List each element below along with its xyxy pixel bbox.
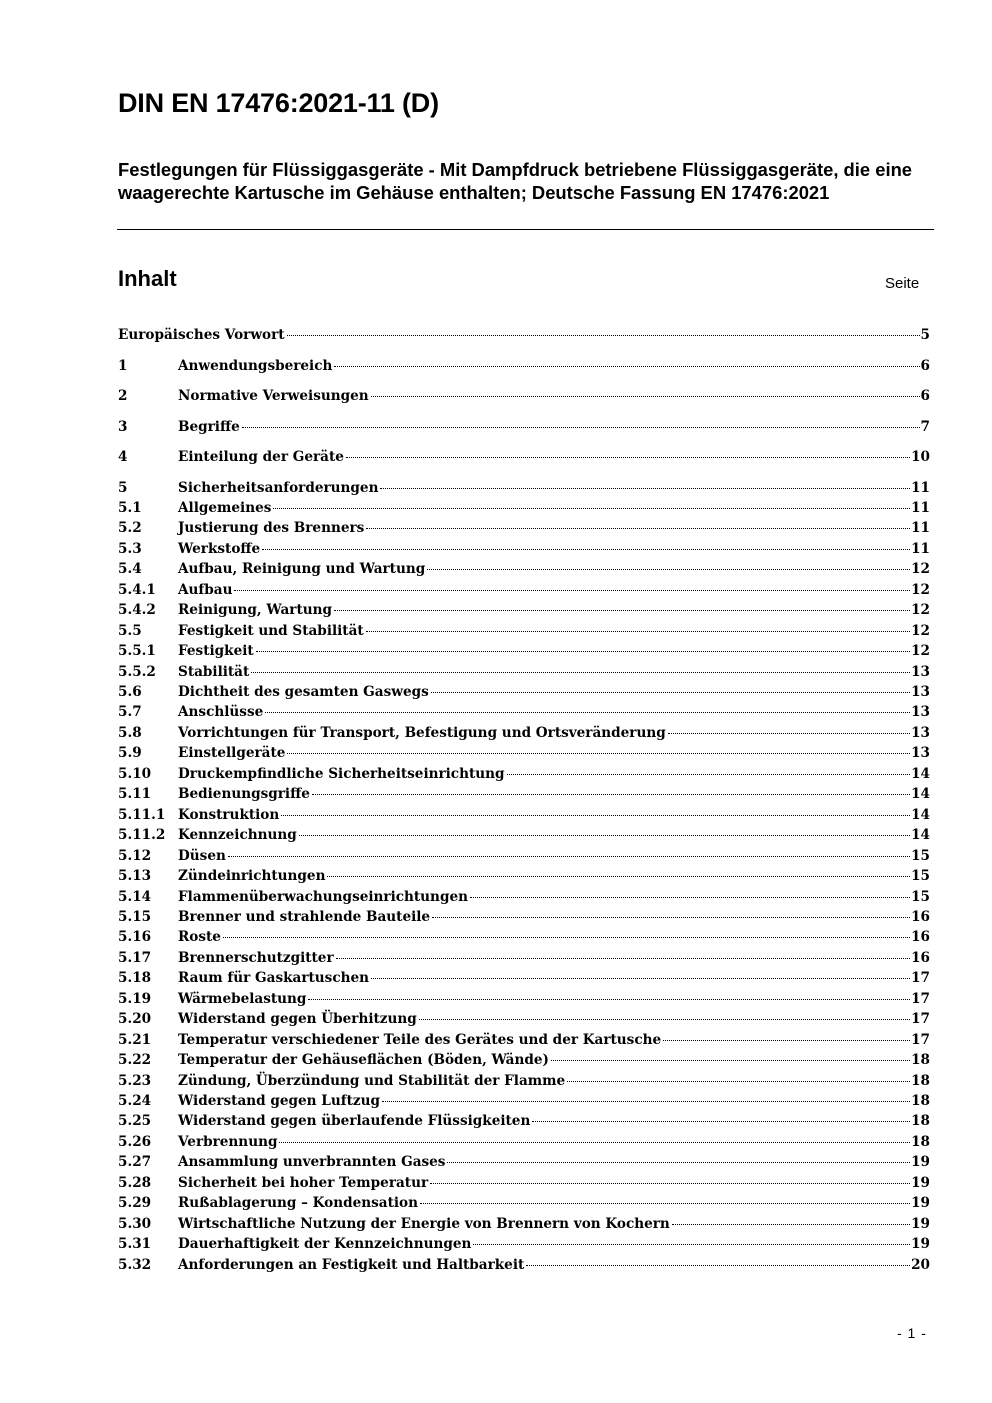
toc-entry-page: 20	[911, 1257, 930, 1273]
toc-entry-page: 13	[911, 684, 930, 700]
toc-entry-title: Dauerhaftigkeit der Kennzeichnungen	[178, 1236, 472, 1252]
toc-entry[interactable]	[118, 743, 930, 763]
toc-entry-page: 16	[911, 929, 930, 945]
toc-entry[interactable]	[118, 1030, 930, 1050]
toc-entry[interactable]	[118, 784, 930, 804]
toc-entry[interactable]	[118, 600, 930, 620]
toc-entry-title: Allgemeines	[178, 500, 272, 516]
toc-entry-title: Widerstand gegen Luftzug	[178, 1093, 380, 1109]
toc-entry-title: Justierung des Brenners	[178, 520, 365, 536]
toc-dot-leader	[251, 672, 910, 673]
toc-entry-title: Wirtschaftliche Nutzung der Energie von Brennern von Kochern	[178, 1216, 670, 1232]
toc-entry[interactable]	[118, 846, 930, 866]
toc-entry[interactable]	[118, 1255, 930, 1275]
toc-entry[interactable]	[118, 825, 930, 845]
toc-entry[interactable]	[118, 702, 930, 722]
toc-dot-leader	[371, 978, 910, 979]
toc-entry-number: 5.11	[118, 786, 152, 802]
toc-entry-number: 5.6	[118, 684, 142, 700]
toc-entry-title: Ansammlung unverbrannten Gases	[178, 1154, 446, 1170]
toc-entry-page: 19	[911, 1175, 930, 1191]
toc-dot-leader	[312, 794, 910, 795]
toc-dot-leader	[273, 508, 910, 509]
page-number: - 1 -	[897, 1325, 927, 1341]
toc-entry-number: 5.10	[118, 766, 152, 782]
toc-entry-page: 19	[911, 1154, 930, 1170]
toc-dot-leader	[663, 1040, 910, 1041]
toc-dot-leader	[470, 897, 910, 898]
title-divider	[117, 229, 934, 230]
toc-entry-page: 18	[911, 1134, 930, 1150]
toc-entry-number: 5.11.1	[118, 807, 166, 823]
toc-entry-number: 5.5	[118, 623, 142, 639]
toc-entry-number: 5.18	[118, 970, 152, 986]
toc-dot-leader	[432, 917, 910, 918]
toc-entry-title: Aufbau	[178, 582, 233, 598]
document-id: DIN EN 17476:2021-11 (D)	[118, 88, 439, 118]
toc-entry-page: 11	[911, 500, 930, 516]
toc-entry[interactable]	[118, 1214, 930, 1234]
toc-entry-page: 19	[911, 1195, 930, 1211]
toc-dot-leader	[366, 528, 910, 529]
toc-entry-number: 5.14	[118, 889, 152, 905]
toc-entry-title: Brenner und strahlende Bauteile	[178, 909, 431, 925]
toc-entry-title: Sicherheit bei hoher Temperatur	[178, 1175, 429, 1191]
toc-entry-title: Dichtheit des gesamten Gaswegs	[178, 684, 429, 700]
toc-dot-leader	[299, 835, 910, 836]
toc-entry-page: 19	[911, 1236, 930, 1252]
toc-entry-title: Reinigung, Wartung	[178, 602, 333, 618]
toc-entry-page: 14	[911, 766, 930, 782]
toc-entry-number: 5.9	[118, 745, 142, 761]
toc-entry-title: Zündeinrichtungen	[178, 868, 326, 884]
toc-entry-page: 15	[911, 868, 930, 884]
toc-entry[interactable]	[118, 1071, 930, 1091]
toc-dot-leader	[668, 733, 910, 734]
toc-dot-leader	[346, 457, 910, 458]
toc-entry-page: 5	[920, 327, 930, 343]
toc-entry[interactable]	[118, 948, 930, 968]
toc-dot-leader	[265, 712, 910, 713]
toc-dot-leader	[672, 1224, 910, 1225]
toc-entry-page: 13	[911, 725, 930, 741]
toc-entry[interactable]	[118, 989, 930, 1009]
toc-entry-title: Anschlüsse	[178, 704, 264, 720]
toc-entry-number: 5.5.1	[118, 643, 156, 659]
toc-entry[interactable]	[118, 417, 930, 437]
toc-entry-number: 4	[118, 449, 128, 465]
toc-entry[interactable]	[118, 682, 930, 702]
toc-entry-page: 18	[911, 1052, 930, 1068]
toc-entry[interactable]	[118, 498, 930, 518]
toc-entry-page: 6	[920, 358, 930, 374]
toc-dot-leader	[287, 753, 910, 754]
toc-dot-leader	[419, 1019, 910, 1020]
toc-entry[interactable]	[118, 1009, 930, 1029]
toc-entry[interactable]	[118, 1193, 930, 1213]
toc-entry-title: Begriffe	[178, 419, 240, 435]
toc-entry[interactable]	[118, 764, 930, 784]
toc-entry-page: 17	[911, 970, 930, 986]
toc-entry[interactable]	[118, 1132, 930, 1152]
toc-entry-title: Druckempfindliche Sicherheitseinrichtung	[178, 766, 505, 782]
toc-entry-page: 10	[911, 449, 930, 465]
toc-entry-number: 5.21	[118, 1032, 152, 1048]
toc-entry-page: 13	[911, 704, 930, 720]
document-title: Festlegungen für Flüssiggasgeräte - Mit Dampfdruck betriebene Flüssiggasgeräte, die eine waagerechte Kartusche im Gehäuse enthalten; Deutsche Fassung EN 17476:2021	[118, 159, 913, 203]
toc-entry-number: 5.15	[118, 909, 152, 925]
toc-entry-title: Anwendungsbereich	[178, 358, 333, 374]
toc-entry-page: 15	[911, 889, 930, 905]
toc-entry-number: 5.24	[118, 1093, 152, 1109]
toc-dot-leader	[287, 335, 920, 336]
toc-entry-page: 12	[911, 643, 930, 659]
toc-entry-page: 11	[911, 480, 930, 496]
toc-entry[interactable]	[118, 559, 930, 579]
toc-entry-number: 5.27	[118, 1154, 152, 1170]
toc-entry-title: Wärmebelastung	[178, 991, 307, 1007]
toc-entry-page: 12	[911, 602, 930, 618]
toc-entry-title: Normative Verweisungen	[178, 388, 369, 404]
toc-dot-leader	[567, 1081, 910, 1082]
toc-dot-leader	[447, 1162, 910, 1163]
toc-entry-title: Festigkeit	[178, 643, 254, 659]
toc-dot-leader	[382, 1101, 910, 1102]
toc-entry-title: Zündung, Überzündung und Stabilität der Flamme	[178, 1073, 566, 1089]
toc-entry-title: Europäisches Vorwort	[118, 327, 285, 343]
toc-dot-leader	[420, 1203, 910, 1204]
toc-entry[interactable]	[118, 518, 930, 538]
toc-entry-number: 5.26	[118, 1134, 152, 1150]
toc-entry-title: Festigkeit und Stabilität	[178, 623, 364, 639]
toc-dot-leader	[256, 651, 910, 652]
toc-entry-title: Kennzeichnung	[178, 827, 297, 843]
toc-dot-leader	[223, 937, 910, 938]
toc-entry-number: 5.2	[118, 520, 142, 536]
toc-entry-number: 5.22	[118, 1052, 152, 1068]
toc-entry-number: 5.20	[118, 1011, 152, 1027]
toc-entry-title: Temperatur verschiedener Teile des Gerätes und der Kartusche	[178, 1032, 662, 1048]
toc-dot-leader	[334, 366, 919, 367]
toc-entry-number: 5.4	[118, 561, 142, 577]
toc-entry-page: 17	[911, 991, 930, 1007]
toc-entry-number: 2	[118, 388, 128, 404]
toc-entry[interactable]	[118, 1152, 930, 1172]
toc-entry-number: 3	[118, 419, 128, 435]
toc-entry-page: 6	[920, 388, 930, 404]
toc-entry-title: Einteilung der Geräte	[178, 449, 344, 465]
toc-entry-page: 14	[911, 807, 930, 823]
toc-dot-leader	[228, 856, 910, 857]
toc-entry-title: Temperatur der Gehäuseflächen (Böden, Wände)	[178, 1052, 549, 1068]
toc-entry[interactable]	[118, 866, 930, 886]
toc-entry-title: Widerstand gegen überlaufende Flüssigkeiten	[178, 1113, 531, 1129]
toc-dot-leader	[234, 590, 910, 591]
toc-dot-leader	[551, 1060, 910, 1061]
toc-entry-page: 15	[911, 848, 930, 864]
toc-entry[interactable]	[118, 325, 930, 345]
toc-entry-number: 5.13	[118, 868, 152, 884]
toc-dot-leader	[427, 569, 910, 570]
toc-entry-title: Aufbau, Reinigung und Wartung	[178, 561, 426, 577]
toc-dot-leader	[336, 958, 910, 959]
toc-entry[interactable]	[118, 887, 930, 907]
toc-entry-page: 12	[911, 561, 930, 577]
toc-entry-page: 13	[911, 664, 930, 680]
toc-dot-leader	[430, 1183, 910, 1184]
toc-entry[interactable]	[118, 447, 930, 467]
toc-entry[interactable]	[118, 1234, 930, 1254]
toc-heading: Inhalt	[118, 266, 177, 291]
toc-entry-title: Stabilität	[178, 664, 250, 680]
toc-entry-number: 5.32	[118, 1257, 152, 1273]
toc-entry[interactable]	[118, 1111, 930, 1131]
page-column-label: Seite	[885, 275, 920, 292]
toc-entry-number: 5.11.2	[118, 827, 166, 843]
toc-entry-page: 17	[911, 1011, 930, 1027]
toc-entry[interactable]	[118, 356, 930, 376]
toc-entry[interactable]	[118, 539, 930, 559]
toc-entry[interactable]	[118, 927, 930, 947]
toc-entry-page: 16	[911, 950, 930, 966]
toc-entry-page: 13	[911, 745, 930, 761]
toc-entry-number: 5.7	[118, 704, 142, 720]
toc-entry-number: 5.29	[118, 1195, 152, 1211]
toc-entry[interactable]	[118, 968, 930, 988]
toc-dot-leader	[242, 427, 920, 428]
toc-entry-page: 16	[911, 909, 930, 925]
toc-entry-page: 12	[911, 623, 930, 639]
toc-entry-number: 5.12	[118, 848, 152, 864]
toc-entry[interactable]	[118, 805, 930, 825]
toc-entry-title: Flammenüberwachungseinrichtungen	[178, 889, 468, 905]
toc-entry-page: 11	[911, 541, 930, 557]
toc-entry-number: 5.17	[118, 950, 152, 966]
toc-entry-title: Brennerschutzgitter	[178, 950, 334, 966]
toc-entry-number: 5.3	[118, 541, 142, 557]
toc-entry-number: 5	[118, 480, 128, 496]
toc-dot-leader	[532, 1121, 910, 1122]
toc-entry[interactable]	[118, 478, 930, 498]
toc-entry-title: Rußablagerung – Kondensation	[178, 1195, 419, 1211]
toc-entry-page: 18	[911, 1073, 930, 1089]
toc-dot-leader	[473, 1244, 910, 1245]
toc-entry-number: 5.28	[118, 1175, 152, 1191]
toc-entry-page: 14	[911, 786, 930, 802]
toc-dot-leader	[279, 1142, 910, 1143]
toc-dot-leader	[308, 999, 910, 1000]
toc-entry-page: 19	[911, 1216, 930, 1232]
toc-entry[interactable]	[118, 662, 930, 682]
toc-dot-leader	[262, 549, 910, 550]
toc-entry-number: 5.5.2	[118, 664, 156, 680]
toc-entry-title: Raum für Gaskartuschen	[178, 970, 370, 986]
toc-entry-number: 5.19	[118, 991, 152, 1007]
toc-entry-number: 5.16	[118, 929, 152, 945]
toc-entry[interactable]	[118, 1091, 930, 1111]
toc-entry-title: Werkstoffe	[178, 541, 261, 557]
toc-entry-number: 5.1	[118, 500, 142, 516]
toc-entry-number: 5.23	[118, 1073, 152, 1089]
toc-entry[interactable]	[118, 641, 930, 661]
toc-entry-page: 18	[911, 1093, 930, 1109]
toc-entry[interactable]	[118, 907, 930, 927]
toc-entry-title: Roste	[178, 929, 221, 945]
toc-dot-leader	[507, 774, 911, 775]
toc-entry-title: Sicherheitsanforderungen	[178, 480, 379, 496]
toc-entry-number: 5.4.1	[118, 582, 156, 598]
toc-entry-number: 5.8	[118, 725, 142, 741]
toc-entry[interactable]	[118, 621, 930, 641]
toc-entry-page: 12	[911, 582, 930, 598]
toc-entry[interactable]	[118, 386, 930, 406]
toc-entry-title: Bedienungsgriffe	[178, 786, 310, 802]
toc-entry-page: 17	[911, 1032, 930, 1048]
toc-entry-number: 5.30	[118, 1216, 152, 1232]
toc-dot-leader	[366, 631, 910, 632]
toc-dot-leader	[327, 876, 910, 877]
toc-entry-number: 5.4.2	[118, 602, 156, 618]
toc-dot-leader	[526, 1265, 910, 1266]
toc-entry-title: Anforderungen an Festigkeit und Haltbarkeit	[178, 1257, 525, 1273]
toc-entry-title: Düsen	[178, 848, 226, 864]
toc-entry-page: 11	[911, 520, 930, 536]
toc-entry[interactable]	[118, 723, 930, 743]
toc-entry[interactable]	[118, 1050, 930, 1070]
toc-entry-page: 14	[911, 827, 930, 843]
toc-entry-number: 1	[118, 358, 128, 374]
toc-dot-leader	[334, 610, 910, 611]
toc-entry[interactable]	[118, 580, 930, 600]
toc-entry-number: 5.25	[118, 1113, 152, 1129]
toc-dot-leader	[371, 396, 920, 397]
toc-dot-leader	[431, 692, 910, 693]
toc-entry-title: Vorrichtungen für Transport, Befestigung und Ortsveränderung	[178, 725, 666, 741]
toc-entry[interactable]	[118, 1173, 930, 1193]
toc-entry-title: Einstellgeräte	[178, 745, 286, 761]
toc-entry-number: 5.31	[118, 1236, 152, 1252]
toc-entry-page: 18	[911, 1113, 930, 1129]
toc-dot-leader	[281, 815, 910, 816]
toc-entry-page: 7	[920, 419, 930, 435]
toc-dot-leader	[380, 488, 910, 489]
toc-entry-title: Widerstand gegen Überhitzung	[178, 1011, 417, 1027]
toc-entry-title: Konstruktion	[178, 807, 280, 823]
toc-entry-title: Verbrennung	[178, 1134, 278, 1150]
